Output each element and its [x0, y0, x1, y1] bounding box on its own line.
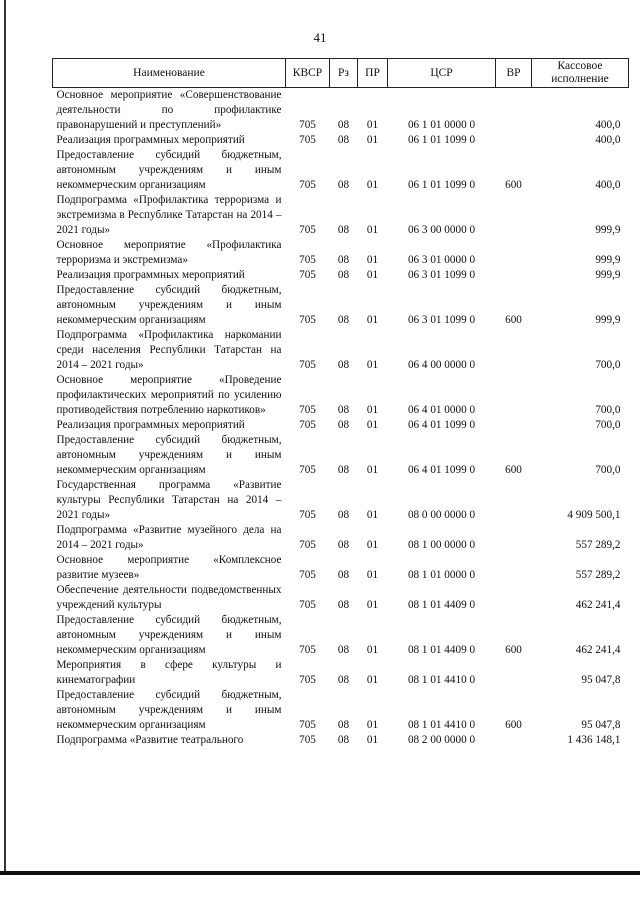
cell-pr: 01 [366, 134, 379, 146]
cell-pr: 01 [366, 464, 379, 476]
cell-csr: 06 4 01 1099 0 [407, 464, 476, 476]
cell-name: Основное мероприятие «Совершенствование деятельности по профилактике правонарушений и преступлений» [56, 89, 282, 131]
cell-amount: 400,0 [595, 179, 621, 191]
cell-vr [496, 373, 532, 418]
table-row [53, 433, 629, 478]
cell-amount: 700,0 [595, 419, 621, 431]
cell-name: Обеспечение деятельности подведомственных учреждений культуры [56, 584, 282, 611]
scan-edge-left [4, 0, 6, 875]
cell-csr: 06 4 01 0000 0 [407, 404, 476, 416]
cell-pr: 01 [366, 359, 379, 371]
cell-rz: 08 [337, 539, 350, 551]
cell-rz: 08 [337, 179, 350, 191]
table-row [53, 328, 629, 373]
table-row [53, 478, 629, 523]
cell-rz: 08 [337, 719, 350, 731]
cell-rz: 08 [337, 734, 350, 746]
table-row [53, 193, 629, 238]
cell-rz: 08 [337, 599, 350, 611]
cell-name: Основное мероприятие «Профилактика терроризма и экстремизма» [56, 239, 282, 266]
cell-name: Основное мероприятие «Проведение профилактических мероприятий по усилению противодействия потреблению наркотиков» [56, 374, 282, 416]
table-row [53, 238, 629, 268]
cell-vr [496, 133, 532, 148]
cell-kvsr: 705 [299, 539, 316, 551]
table-row [53, 658, 629, 688]
cell-vr [496, 553, 532, 583]
cell-csr: 06 1 01 1099 0 [407, 179, 476, 191]
cell-kvsr: 705 [299, 419, 316, 431]
cell-vr [496, 268, 532, 283]
budget-table-container [52, 58, 628, 748]
cell-kvsr: 705 [299, 269, 316, 281]
cell-name: Предоставление субсидий бюджетным, автономным учреждениям и иным некоммерческим организациям [56, 689, 282, 731]
cell-name: Предоставление субсидий бюджетным, автономным учреждениям и иным некоммерческим организациям [56, 284, 282, 326]
cell-kvsr: 705 [299, 119, 316, 131]
header-amount: Кассовое исполнение [532, 59, 629, 88]
cell-csr: 06 3 01 1099 0 [407, 314, 476, 326]
cell-name: Реализация программных мероприятий [56, 134, 245, 146]
table-row [53, 688, 629, 733]
cell-vr [496, 193, 532, 238]
cell-vr: 600 [505, 179, 522, 191]
cell-csr: 08 0 00 0000 0 [407, 509, 476, 521]
table-header-row [53, 59, 629, 88]
table-row [53, 133, 629, 148]
cell-amount: 462 241,4 [575, 599, 621, 611]
cell-vr [496, 658, 532, 688]
cell-name: Основное мероприятие «Комплексное развитие музеев» [56, 554, 282, 581]
table-row [53, 613, 629, 658]
table-row [53, 418, 629, 433]
page-number: 41 [313, 30, 327, 45]
cell-rz: 08 [337, 119, 350, 131]
cell-vr [496, 583, 532, 613]
cell-pr: 01 [366, 224, 379, 236]
cell-csr: 08 1 01 4409 0 [407, 644, 476, 656]
cell-vr [496, 328, 532, 373]
cell-name: Реализация программных мероприятий [56, 269, 245, 281]
cell-pr: 01 [366, 314, 379, 326]
cell-csr: 08 1 01 4409 0 [407, 599, 476, 611]
cell-rz: 08 [337, 314, 350, 326]
cell-amount: 700,0 [595, 359, 621, 371]
cell-amount: 999,9 [595, 269, 621, 281]
cell-kvsr: 705 [299, 734, 316, 746]
cell-csr: 06 4 01 1099 0 [407, 419, 476, 431]
cell-amount: 95 047,8 [581, 674, 621, 686]
cell-name: Государственная программа «Развитие культуры Республики Татарстан на 2014 – 2021 годы» [56, 479, 282, 521]
cell-pr: 01 [366, 404, 379, 416]
cell-amount: 4 909 500,1 [567, 509, 621, 521]
cell-rz: 08 [337, 254, 350, 266]
cell-pr: 01 [366, 539, 379, 551]
cell-amount: 400,0 [595, 134, 621, 146]
cell-kvsr: 705 [299, 719, 316, 731]
cell-vr [496, 733, 532, 748]
cell-csr: 06 3 00 0000 0 [407, 224, 476, 236]
cell-pr: 01 [366, 119, 379, 131]
header-vr: ВР [496, 59, 532, 88]
cell-pr: 01 [366, 419, 379, 431]
cell-rz: 08 [337, 224, 350, 236]
cell-csr: 08 1 01 4410 0 [407, 674, 476, 686]
cell-vr [496, 238, 532, 268]
cell-pr: 01 [366, 644, 379, 656]
cell-name: Подпрограмма «Развитие театрального [56, 734, 244, 746]
cell-csr: 08 1 00 0000 0 [407, 539, 476, 551]
cell-kvsr: 705 [299, 254, 316, 266]
cell-rz: 08 [337, 269, 350, 281]
table-row [53, 268, 629, 283]
header-rz: Рз [330, 59, 358, 88]
table-body [53, 88, 629, 749]
cell-csr: 06 1 01 0000 0 [407, 119, 476, 131]
cell-kvsr: 705 [299, 179, 316, 191]
cell-kvsr: 705 [299, 509, 316, 521]
cell-kvsr: 705 [299, 674, 316, 686]
cell-pr: 01 [366, 269, 379, 281]
cell-amount: 1 436 148,1 [567, 734, 621, 746]
cell-vr: 600 [505, 464, 522, 476]
cell-kvsr: 705 [299, 464, 316, 476]
cell-pr: 01 [366, 509, 379, 521]
cell-rz: 08 [337, 359, 350, 371]
cell-pr: 01 [366, 599, 379, 611]
cell-pr: 01 [366, 569, 379, 581]
cell-vr [496, 523, 532, 553]
table-row [53, 88, 629, 134]
cell-kvsr: 705 [299, 224, 316, 236]
cell-kvsr: 705 [299, 359, 316, 371]
cell-pr: 01 [366, 674, 379, 686]
header-csr: ЦСР [388, 59, 496, 88]
table-row [53, 148, 629, 193]
cell-amount: 999,9 [595, 314, 621, 326]
cell-name: Мероприятия в сфере культуры и кинематографии [56, 659, 282, 686]
cell-name: Подпрограмма «Профилактика наркомании среди населения Республики Татарстан на 2014 – 2021 годы» [56, 329, 282, 371]
cell-rz: 08 [337, 509, 350, 521]
cell-pr: 01 [366, 719, 379, 731]
cell-vr [496, 418, 532, 433]
table-row [53, 583, 629, 613]
cell-amount: 999,9 [595, 254, 621, 266]
cell-name: Предоставление субсидий бюджетным, автономным учреждениям и иным некоммерческим организациям [56, 149, 282, 191]
cell-name: Подпрограмма «Развитие музейного дела на 2014 – 2021 годы» [56, 524, 282, 551]
cell-csr: 06 4 00 0000 0 [407, 359, 476, 371]
header-name: Наименование [53, 59, 286, 88]
cell-vr: 600 [505, 314, 522, 326]
cell-kvsr: 705 [299, 404, 316, 416]
cell-kvsr: 705 [299, 644, 316, 656]
table-row [53, 523, 629, 553]
cell-name: Реализация программных мероприятий [56, 419, 245, 431]
cell-kvsr: 705 [299, 314, 316, 326]
cell-pr: 01 [366, 734, 379, 746]
cell-rz: 08 [337, 644, 350, 656]
cell-amount: 557 289,2 [575, 539, 621, 551]
budget-table [52, 58, 629, 748]
cell-name: Предоставление субсидий бюджетным, автономным учреждениям и иным некоммерческим организациям [56, 434, 282, 476]
cell-amount: 95 047,8 [581, 719, 621, 731]
cell-rz: 08 [337, 134, 350, 146]
cell-csr: 06 3 01 1099 0 [407, 269, 476, 281]
table-row [53, 733, 629, 748]
cell-pr: 01 [366, 254, 379, 266]
cell-csr: 08 2 00 0000 0 [407, 734, 476, 746]
table-row [53, 553, 629, 583]
cell-csr: 06 3 01 0000 0 [407, 254, 476, 266]
table-row [53, 283, 629, 328]
cell-amount: 999,9 [595, 224, 621, 236]
cell-vr: 600 [505, 644, 522, 656]
cell-kvsr: 705 [299, 134, 316, 146]
cell-kvsr: 705 [299, 569, 316, 581]
cell-amount: 557 289,2 [575, 569, 621, 581]
cell-rz: 08 [337, 569, 350, 581]
table-row [53, 373, 629, 418]
cell-name: Подпрограмма «Профилактика терроризма и экстремизма в Республике Татарстан на 2014 – 2021 годы» [56, 194, 282, 236]
cell-vr [496, 88, 532, 134]
cell-rz: 08 [337, 464, 350, 476]
cell-rz: 08 [337, 674, 350, 686]
cell-amount: 400,0 [595, 119, 621, 131]
scan-edge-bottom [0, 871, 640, 905]
cell-rz: 08 [337, 419, 350, 431]
header-pr: ПР [358, 59, 388, 88]
cell-vr: 600 [505, 719, 522, 731]
cell-csr: 08 1 01 4410 0 [407, 719, 476, 731]
cell-pr: 01 [366, 179, 379, 191]
header-kvsr: КВСР [286, 59, 330, 88]
cell-csr: 08 1 01 0000 0 [407, 569, 476, 581]
cell-vr [496, 478, 532, 523]
cell-rz: 08 [337, 404, 350, 416]
cell-csr: 06 1 01 1099 0 [407, 134, 476, 146]
cell-amount: 700,0 [595, 404, 621, 416]
cell-name: Предоставление субсидий бюджетным, автономным учреждениям и иным некоммерческим организациям [56, 614, 282, 656]
cell-amount: 462 241,4 [575, 644, 621, 656]
cell-kvsr: 705 [299, 599, 316, 611]
cell-amount: 700,0 [595, 464, 621, 476]
